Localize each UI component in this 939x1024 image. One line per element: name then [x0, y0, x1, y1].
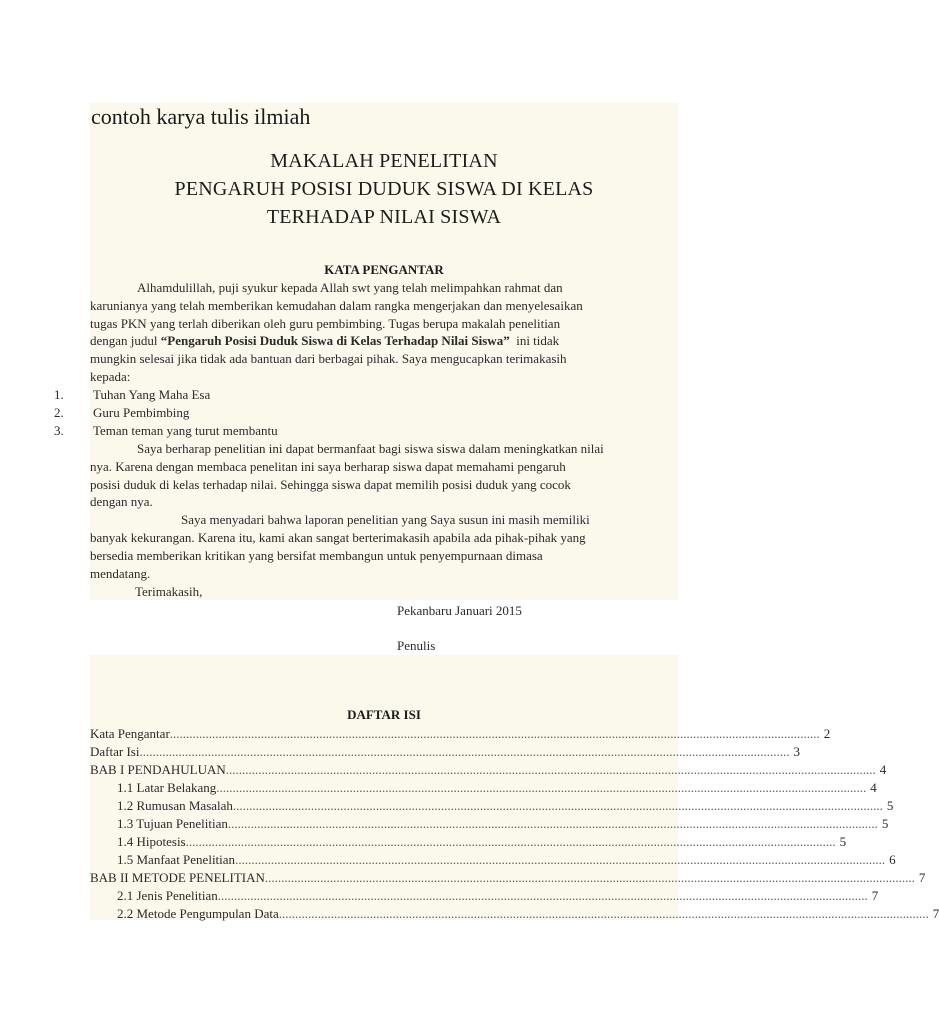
toc-row [90, 870, 926, 886]
list-item: Guru Pembimbing [93, 405, 190, 420]
toc-page-number: 7 [871, 888, 879, 903]
paragraph-line-judul [90, 333, 559, 349]
signature-author: Penulis [397, 638, 436, 653]
paragraph-line: nya. Karena dengan membaca penelitan ini saya berharap siswa dapat memahami pengaruh [90, 459, 566, 474]
toc-label: 1.2 Rumusan Masalah [117, 798, 233, 813]
toc-row [90, 762, 887, 778]
toc-row [117, 906, 939, 922]
toc-leader-dots: ........................................................................................................................................................................................................ [185, 834, 836, 849]
paragraph-line: dengan nya. [90, 494, 153, 509]
toc-label: Kata Pengantar [90, 726, 170, 741]
toc-leader-dots: ........................................................................................................................................................................................................ [235, 852, 886, 867]
toc-row [90, 726, 831, 742]
toc-row [117, 816, 889, 832]
toc-page-number: 5 [839, 834, 847, 849]
kata-pengantar-heading: KATA PENGANTAR [324, 262, 444, 277]
toc-page-number: 7 [918, 870, 926, 885]
list-item: Teman teman yang turut membantu [93, 423, 278, 438]
paragraph-line: mendatang. [90, 566, 151, 581]
toc-leader-dots: ........................................................................................................................................................................................................ [232, 798, 883, 813]
toc-label: 1.5 Manfaat Penelitian [117, 852, 236, 867]
toc-leader-dots: ........................................................................................................................................................................................................ [278, 906, 929, 921]
toc-page-number: 2 [823, 726, 831, 741]
list-item: Tuhan Yang Maha Esa [93, 387, 211, 402]
place-date: Pekanbaru Januari 2015 [397, 603, 522, 618]
toc-leader-dots: ........................................................................................................................................................................................................ [264, 870, 915, 885]
toc-label: Daftar Isi [90, 744, 140, 759]
toc-page-number: 3 [793, 744, 800, 759]
closing-text: Terimakasih, [135, 584, 203, 599]
paragraph-line: Saya berharap penelitian ini dapat bermanfaat bagi siswa siswa dalam meningkatkan nilai [137, 441, 604, 456]
research-title: “Pengaruh Posisi Duduk Siswa di Kelas Terhadap Nilai Siswa” [160, 333, 510, 348]
toc-label: 1.4 Hipotesis [117, 834, 186, 849]
toc-row [117, 888, 879, 904]
toc-page-number: 5 [886, 798, 894, 813]
toc-label: 1.1 Latar Belakang [117, 780, 217, 795]
title-line-3: TERHADAP NILAI SISWA [266, 206, 502, 228]
toc-leader-dots: ........................................................................................................................................................................................................ [225, 762, 876, 777]
paragraph-line: Saya menyadari bahwa laporan penelitian yang Saya susun ini masih memiliki [181, 512, 590, 527]
paragraph-line: banyak kekurangan. Karena itu, kami akan sangat berterimakasih apabila ada pihak-pihak yang [90, 530, 586, 545]
toc-page-number: 4 [870, 780, 877, 795]
list-number: 1. [54, 387, 64, 402]
paragraph-line: mungkin selesai jika tidak ada bantuan dari berbagai pihak. Saya mengucapkan terimakasih [90, 351, 567, 366]
toc-label: 1.3 Tujuan Penelitian [117, 816, 228, 831]
judul-prefix: dengan judul [90, 333, 161, 348]
toc-leader-dots: ........................................................................................................................................................................................................ [139, 744, 790, 759]
toc-leader-dots: ........................................................................................................................................................................................................ [217, 888, 868, 903]
document-heading: contoh karya tulis ilmiah [91, 104, 311, 129]
toc-label: 2.2 Metode Pengumpulan Data [117, 906, 279, 921]
paragraph-line: posisi duduk di kelas terhadap nilai. Sehingga siswa dapat memilih posisi duduk yang cocok [90, 477, 571, 492]
toc-row [90, 744, 800, 760]
judul-suffix: ini tidak [516, 333, 560, 348]
toc-page-number: 6 [889, 852, 896, 867]
title-line-2: PENGARUH POSISI DUDUK SISWA DI KELAS [174, 178, 594, 200]
paragraph-line: karunianya yang telah memberikan kemudahan dalam rangka mengerjakan dan menyelesaikan [90, 298, 583, 313]
paragraph-line: kepada: [90, 369, 131, 384]
toc-label: BAB II METODE PENELITIAN [90, 870, 265, 885]
toc-row [117, 834, 847, 850]
toc-row [117, 852, 896, 868]
toc-row [117, 780, 877, 796]
paragraph-line: tugas PKN yang terlah diberikan oleh guru pembimbing. Tugas berupa makalah penelitian [90, 316, 561, 331]
toc-leader-dots: ........................................................................................................................................................................................................ [169, 726, 820, 741]
toc-page-number: 4 [879, 762, 887, 777]
list-number: 2. [54, 405, 64, 420]
paragraph-line: bersedia memberikan kritikan yang bersifat membangun untuk penyempurnaan dimasa [90, 548, 543, 563]
toc-leader-dots: ........................................................................................................................................................................................................ [216, 780, 867, 795]
toc-page-number: 5 [881, 816, 889, 831]
toc-label: BAB I PENDAHULUAN [90, 762, 226, 777]
toc-page-number: 7 [932, 906, 939, 921]
list-number: 3. [54, 423, 64, 438]
paragraph-line: Alhamdulillah, puji syukur kepada Allah swt yang telah melimpahkan rahmat dan [137, 280, 563, 295]
toc-row [117, 798, 894, 814]
toc-label: 2.1 Jenis Penelitian [117, 888, 218, 903]
daftar-isi-heading: DAFTAR ISI [347, 707, 421, 722]
title-line-1: MAKALAH PENELITIAN [270, 150, 498, 172]
toc-leader-dots: ........................................................................................................................................................................................................ [227, 816, 878, 831]
